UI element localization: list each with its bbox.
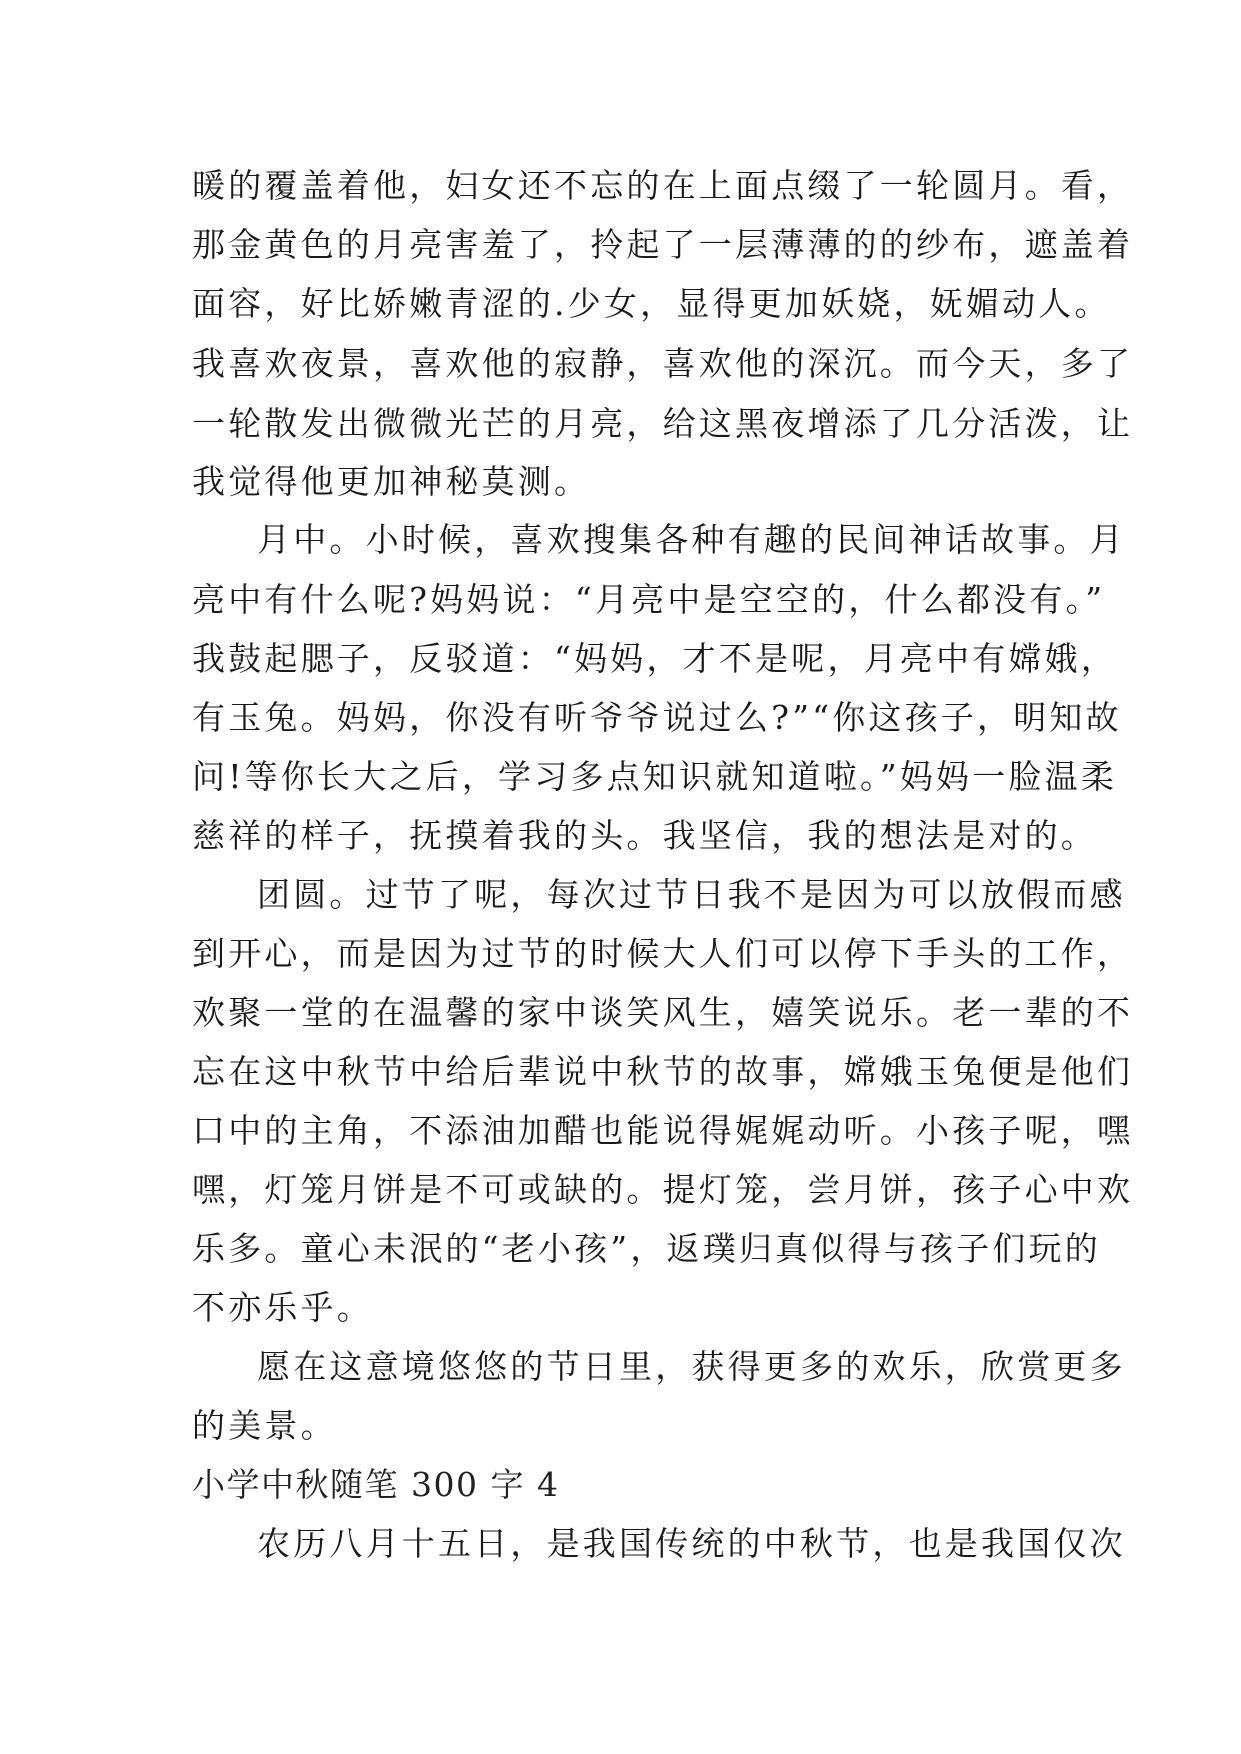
paragraph-first-line: 团圆。过节了呢，每次过节日我不是因为可以放假而感 <box>257 875 1126 914</box>
text-line: 亮中有什么呢?妈妈说：“月亮中是空空的，什么都没有。” <box>192 580 1106 619</box>
text-line: 我喜欢夜景，喜欢他的寂静，喜欢他的深沉。而今天，多了 <box>192 344 1134 383</box>
text-line: 乐多。童心未泯的“老小孩”，返璞归真似得与孩子们玩的 <box>192 1229 1101 1268</box>
paragraph-first-line: 愿在这意境悠悠的节日里，获得更多的欢乐，欣赏更多 <box>257 1347 1126 1386</box>
text-line: 的美景。 <box>192 1406 337 1445</box>
text-line: 那金黄色的月亮害羞了，拎起了一层薄薄的的纱布，遮盖着 <box>192 225 1134 264</box>
text-line: 问!等你长大之后，学习多点知识就知道啦。”妈妈一脸温柔 <box>192 757 1118 796</box>
text-line: 面容，好比娇嫩青涩的.少女，显得更加妖娆，妩媚动人。 <box>192 284 1111 323</box>
paragraph-first-line: 月中。小时候，喜欢搜集各种有趣的民间神话故事。月 <box>257 520 1126 559</box>
text-line: 到开心，而是因为过节的时候大人们可以停下手头的工作， <box>192 934 1134 973</box>
section-heading: 小学中秋随笔 300 字 4 <box>192 1465 560 1504</box>
text-line: 我鼓起腮子，反驳道：“妈妈，才不是呢，月亮中有嫦娥， <box>192 639 1118 678</box>
text-line: 欢聚一堂的在温馨的家中谈笑风生，嬉笑说乐。老一辈的不 <box>192 993 1134 1032</box>
text-line: 嘿，灯笼月饼是不可或缺的。提灯笼，尝月饼，孩子心中欢 <box>192 1170 1134 1209</box>
text-line: 忘在这中秋节中给后辈说中秋节的故事，嫦娥玉兔便是他们 <box>192 1052 1134 1091</box>
text-line: 慈祥的样子，抚摸着我的头。我坚信，我的想法是对的。 <box>192 816 1097 855</box>
text-line: 口中的主角，不添油加醋也能说得娓娓动听。小孩子呢，嘿 <box>192 1111 1134 1150</box>
text-line: 不亦乐乎。 <box>192 1288 373 1327</box>
text-line: 有玉兔。妈妈，你没有听爷爷说过么?”“你这孩子，明知故 <box>192 698 1122 737</box>
text-line: 我觉得他更加神秘莫测。 <box>192 462 591 501</box>
text-line: 暖的覆盖着他，妇女还不忘的在上面点缀了一轮圆月。看， <box>192 166 1134 205</box>
paragraph-first-line: 农历八月十五日，是我国传统的中秋节，也是我国仅次 <box>257 1524 1126 1563</box>
text-line: 一轮散发出微微光芒的月亮，给这黑夜增添了几分活泼，让 <box>192 404 1134 443</box>
